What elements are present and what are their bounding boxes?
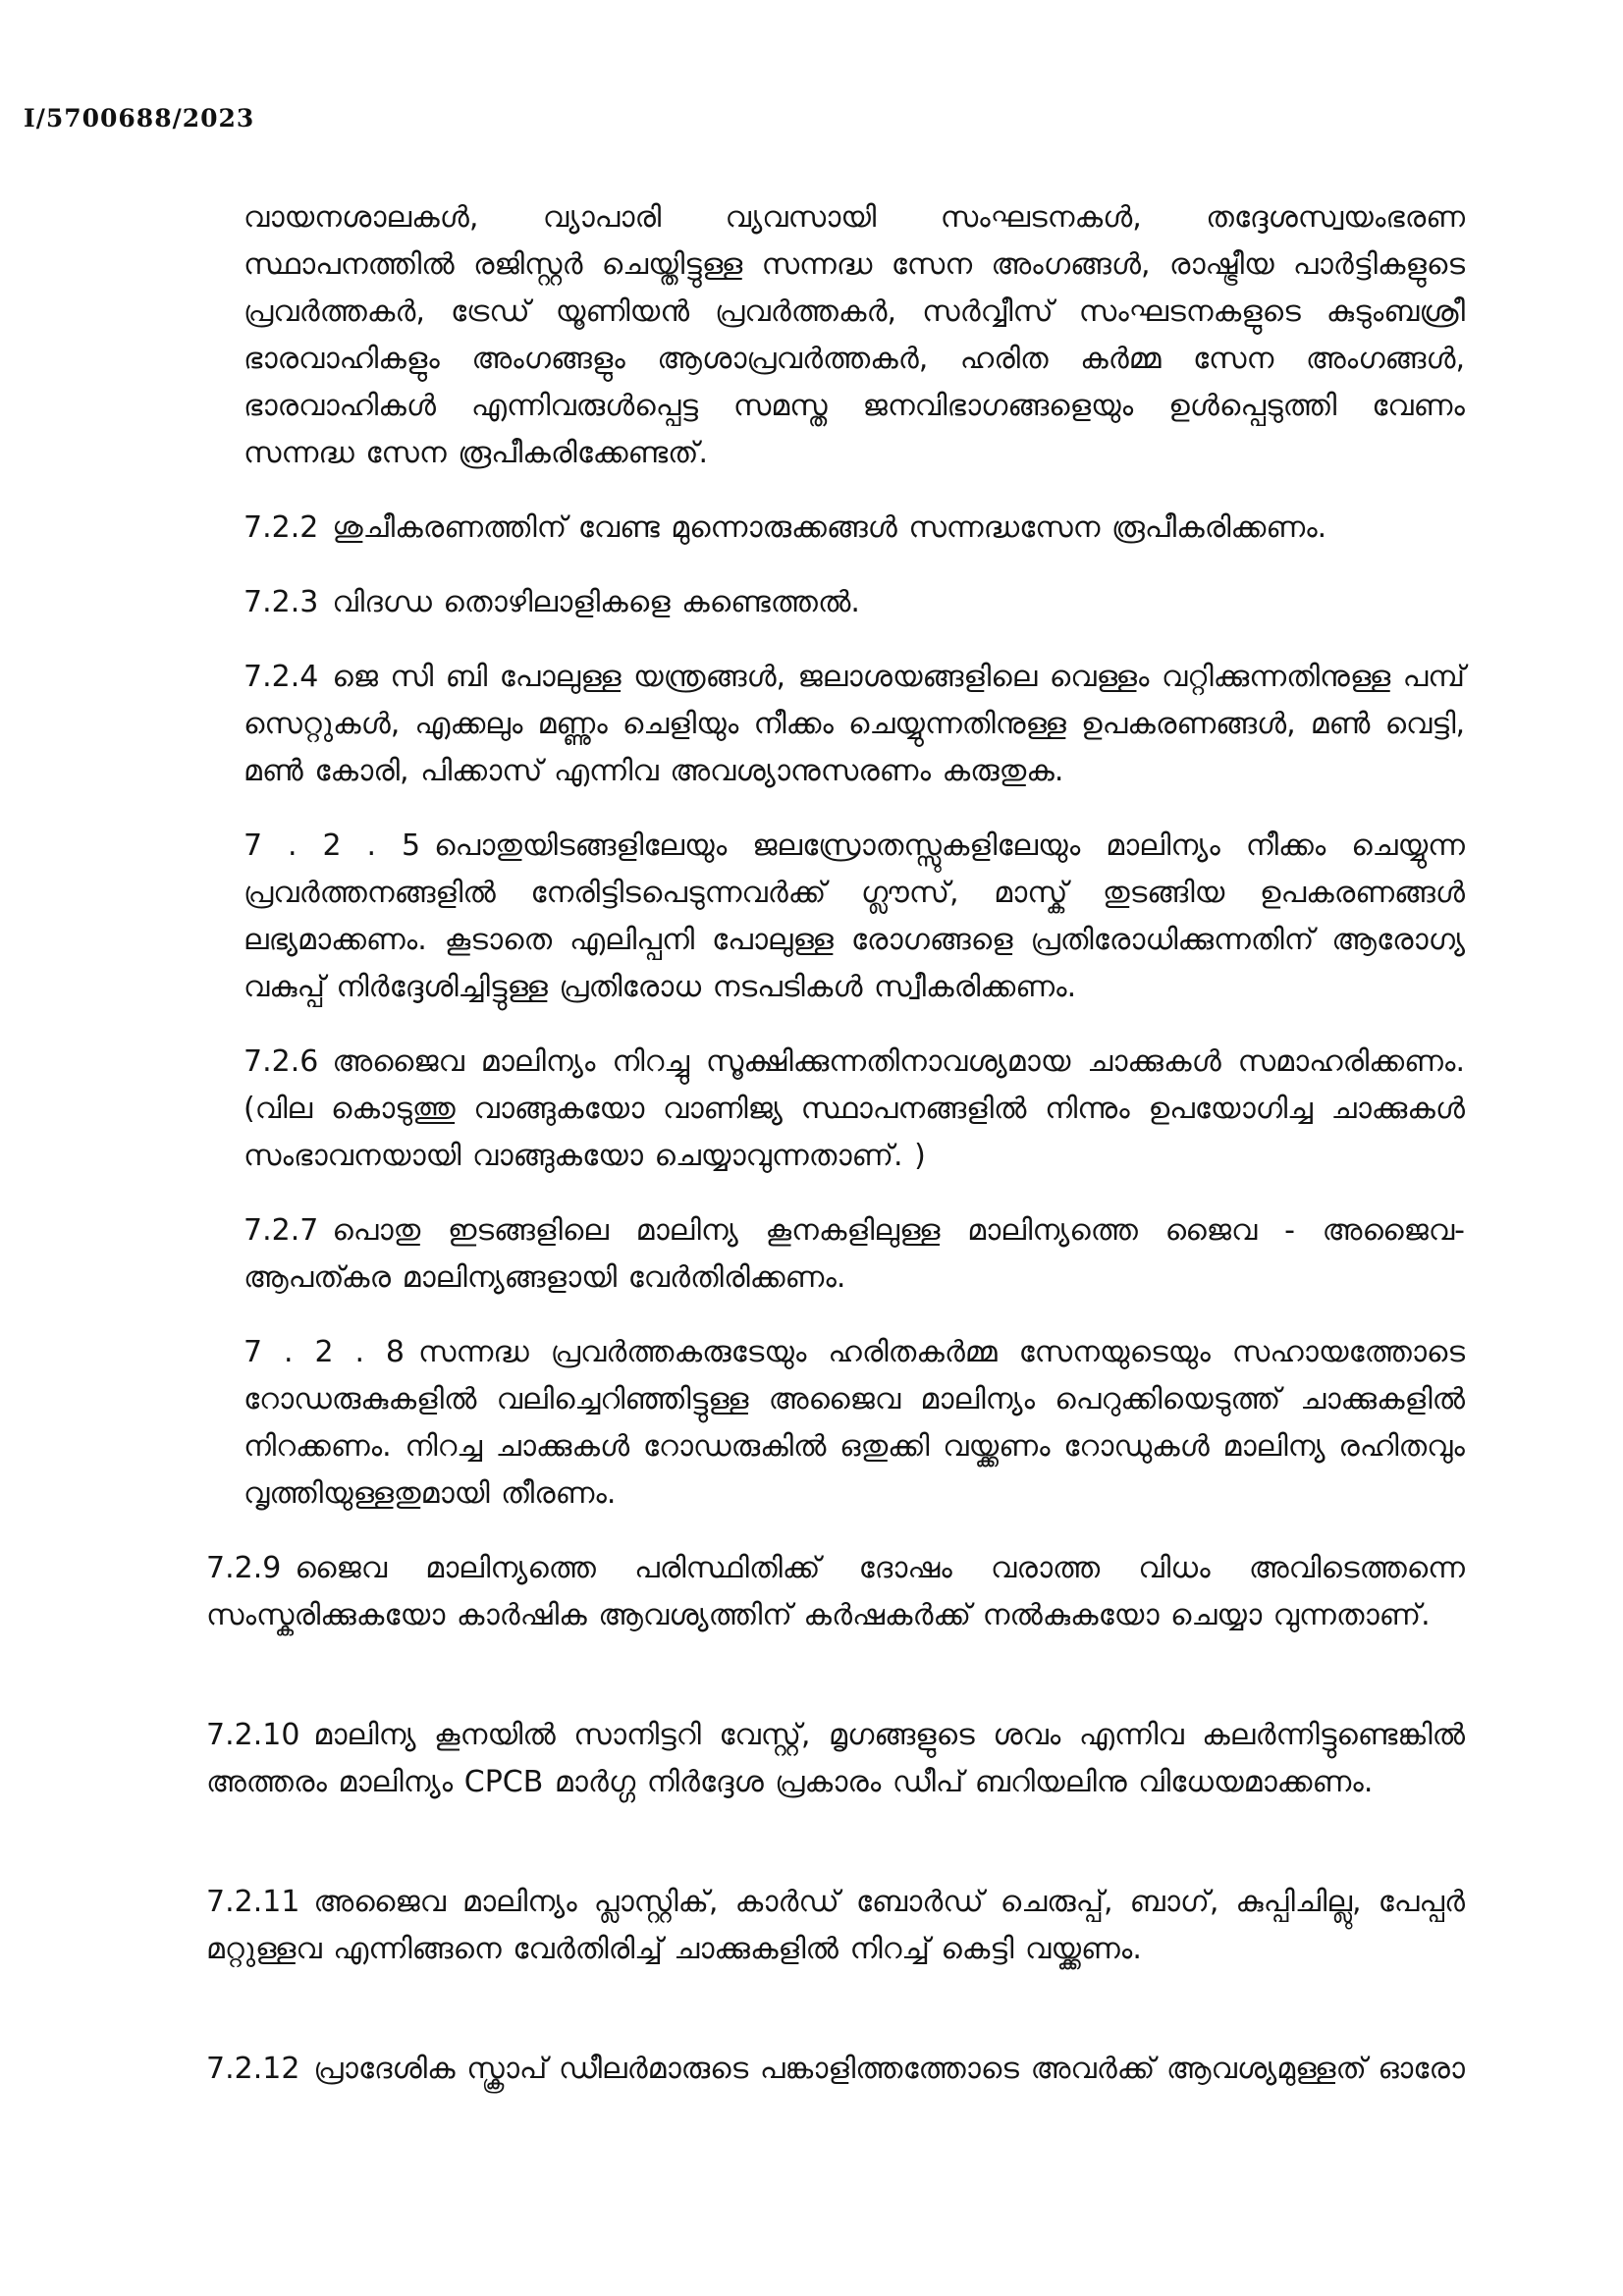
paragraph-text: ജെ സി ബി പോലുള്ള യന്ത്രങ്ങൾ, ജലാശയങ്ങളിലെ വെള്ളം വറ്റിക്കുന്നതിനുള്ള പമ്പ് സെറ്റുകൾ, എക്കലും മണ്ണും ചെളിയും നീക്കം ചെയ്യുന്നതിനുള്ള ഉപകരണങ്ങൾ, മൺ വെട്ടി, മൺ കോരി, പിക്കാസ് എന്നിവ അവശ്യാനുസരണം കരുതുക. (243, 660, 1465, 788)
paragraph-text: സന്നദ്ധ പ്രവർത്തകരുടേയും ഹരിതകർമ്മ സേനയുടെയും സഹായത്തോടെ റോഡരുകുകളിൽ വലിച്ചെറിഞ്ഞിട്ടുള്ള അജൈവ മാലിന്യം പെറുക്കിയെടുത്ത് ചാക്കുകളിൽ നിറക്കണം. നിറച്ച ചാക്കുകൾ റോഡരുകിൽ ഒതുക്കി വയ്ക്കണം റോഡുകൾ മാലിന്യ രഹിതവും വൃത്തിയുള്ളതുമായി തീരണം. (243, 1335, 1465, 1511)
paragraph-number: 7.2.4 (243, 660, 319, 694)
paragraph-intro (206, 194, 1465, 477)
paragraph-text: വിദഗ്ധ തൊഴിലാളികളെ കണ്ടെത്തൽ. (332, 585, 860, 619)
paragraph-text: ശുചീകരണത്തിന് വേണ്ട മുന്നൊരുക്കങ്ങൾ സന്നദ്ധസേന രൂപീകരിക്കണം. (332, 510, 1327, 545)
paragraph-7-2-3 (206, 579, 1465, 626)
paragraph-number: 7.2.12 (206, 2052, 300, 2086)
paragraph-text: പൊതുയിടങ്ങളിലേയും ജലസ്രോതസ്സുകളിലേയും മാലിന്യം നീക്കം ചെയ്യുന്ന പ്രവർത്തനങ്ങളിൽ നേരിട്ടിടപെടുന്നവർക്ക് ഗ്ലൗസ്, മാസ്ക് തുടങ്ങിയ ഉപകരണങ്ങൾ ലഭ്യമാക്കണം. കൂടാതെ എലിപ്പനി പോലുള്ള രോഗങ്ങളെ പ്രതിരോധിക്കുന്നതിന് ആരോഗ്യ വകുപ്പ് നിർദ്ദേശിച്ചിട്ടുള്ള പ്രതിരോധ നടപടികൾ സ്വീകരിക്കണം. (243, 828, 1466, 1004)
paragraph-7-2-9 (206, 1545, 1465, 1639)
document-body (206, 194, 1465, 2120)
paragraph-7-2-4 (206, 654, 1465, 795)
paragraph-7-2-10 (206, 1712, 1465, 1806)
paragraph-text: പൊതു ഇടങ്ങളിലെ മാലിന്യ കൂനകളിലുള്ള മാലിന്യത്തെ ജൈവ - അജൈവ- ആപത്കര മാലിന്യങ്ങളായി വേർതിരിക്കണം. (243, 1213, 1465, 1295)
paragraph-7-2-5 (206, 823, 1465, 1011)
paragraph-text: വായനശാലകൾ, വ്യാപാരി വ്യവസായി സംഘടനകൾ, തദ്ദേശസ്വയംഭരണ സ്ഥാപനത്തിൽ രജിസ്റ്റർ ചെയ്തിട്ടുള്ള സന്നദ്ധ സേന അംഗങ്ങൾ, രാഷ്ട്രീയ പാർട്ടികളുടെ പ്രവർത്തകർ, ട്രേഡ് യൂണിയൻ പ്രവർത്തകർ, സർവ്വീസ് സംഘടനകളുടെ കുടുംബശ്രീ ഭാരവാഹികളും അംഗങ്ങളും ആശാപ്രവർത്തകർ, ഹരിത കർമ്മ സേന അംഗങ്ങൾ, ഭാരവാഹികൾ എന്നിവരുൾപ്പെട്ട സമസ്ത ജനവിഭാഗങ്ങളെയും ഉൾപ്പെടുത്തി വേണം സന്നദ്ധ സേന രൂപീകരിക്കേണ്ടത്. (243, 200, 1465, 470)
paragraph-text: അജൈവ മാലിന്യം നിറച്ചു സൂക്ഷിക്കുന്നതിനാവശ്യമായ ചാക്കുകൾ സമാഹരിക്കണം. (വില കൊടുത്തു വാങ്ങുകയോ വാണിജ്യ സ്ഥാപനങ്ങളിൽ നിന്നും ഉപയോഗിച്ച ചാക്കുകൾ സംഭാവനയായി വാങ്ങുകയോ ചെയ്യാവുന്നതാണ്. ) (243, 1044, 1465, 1173)
document-id: I/5700688/2023 (24, 104, 255, 133)
paragraph-text: അജൈവ മാലിന്യം പ്ലാസ്റ്റിക്, കാർഡ് ബോർഡ് ചെരുപ്പ്, ബാഗ്, കുപ്പിചില്ലു, പേപ്പർ മറ്റുള്ളവ എന്നിങ്ങനെ വേർതിരിച്ച് ചാക്കുകളിൽ നിറച്ച് കെട്ടി വയ്ക്കണം. (206, 1885, 1465, 1966)
paragraph-number: 7 . 2 . 5 (243, 828, 421, 863)
paragraph-number: 7.2.2 (243, 510, 319, 545)
paragraph-number: 7.2.6 (243, 1044, 319, 1079)
paragraph-number: 7.2.11 (206, 1885, 300, 1919)
paragraph-text: ജൈവ മാലിന്യത്തെ പരിസ്ഥിതിക്ക് ദോഷം വരാത്ത വിധം അവിടെത്തന്നെ സംസ്കരിക്കുകയോ കാർഷിക ആവശ്യത്തിന് കർഷകർക്ക് നൽകുകയോ ചെയ്യാ വുന്നതാണ്. (206, 1551, 1465, 1632)
paragraph-number: 7.2.10 (206, 1718, 300, 1752)
paragraph-text: പ്രാദേശിക സ്ക്രാപ് ഡീലർമാരുടെ പങ്കാളിത്തത്തോടെ അവർക്ക് ആവശ്യമുള്ളത് ഓരോ (313, 2052, 1465, 2086)
paragraph-7-2-8 (206, 1329, 1465, 1518)
paragraph-7-2-7 (206, 1207, 1465, 1302)
paragraph-7-2-2 (206, 505, 1465, 552)
paragraph-text: മാലിന്യ കൂനയിൽ സാനിട്ടറി വേസ്റ്റ്, മൃഗങ്ങളുടെ ശവം എന്നിവ കലർന്നിട്ടുണ്ടെങ്കിൽ അത്തരം മാലിന്യം CPCB മാർഗ്ഗ നിർദ്ദേശ പ്രകാരം ഡീപ് ബറിയലിനു വിധേയമാക്കണം. (206, 1718, 1465, 1799)
paragraph-number: 7 . 2 . 8 (243, 1335, 405, 1369)
paragraph-number: 7.2.7 (243, 1213, 319, 1248)
paragraph-7-2-12 (206, 2046, 1465, 2093)
paragraph-7-2-11 (206, 1879, 1465, 1973)
paragraph-number: 7.2.3 (243, 585, 319, 619)
paragraph-7-2-6 (206, 1039, 1465, 1180)
paragraph-number: 7.2.9 (206, 1551, 282, 1585)
